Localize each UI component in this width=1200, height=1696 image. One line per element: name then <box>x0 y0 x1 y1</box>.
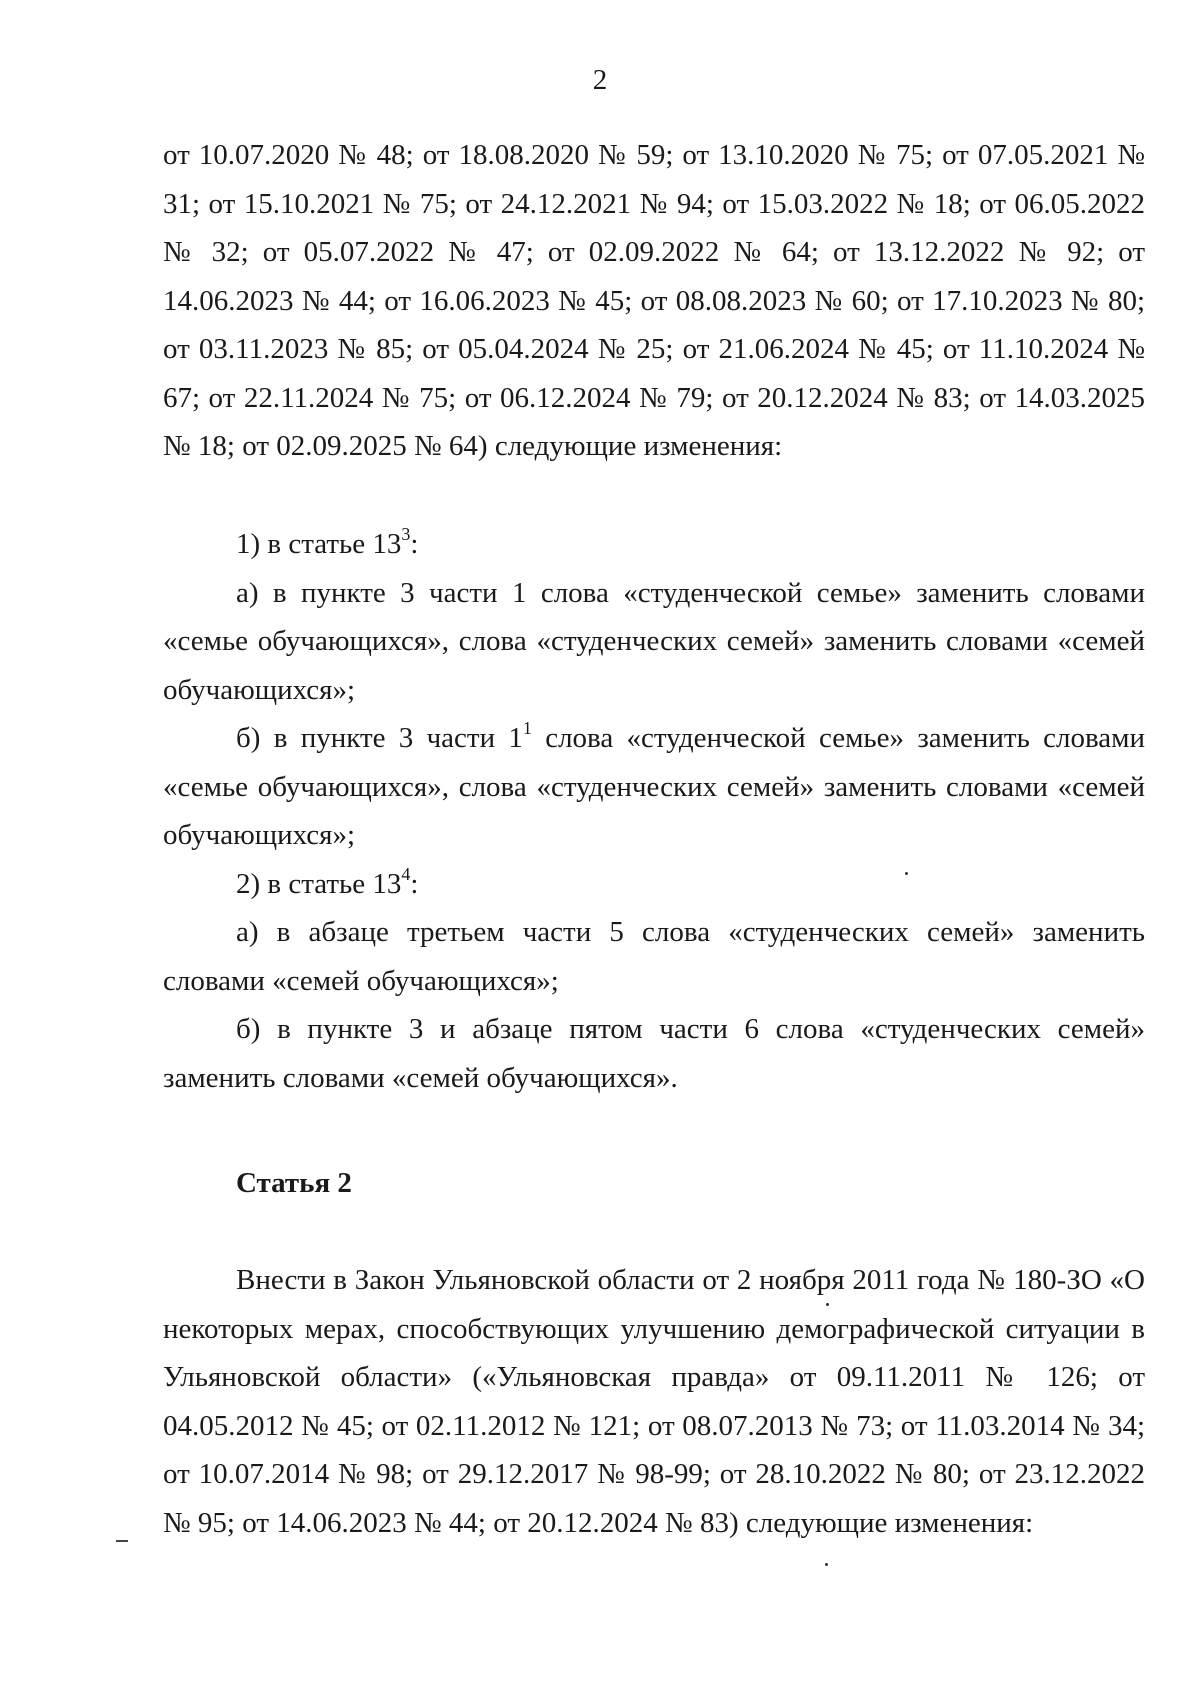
item-1-prefix: 1) в статье 13 <box>236 528 402 560</box>
item-1a: а) в пункте 3 части 1 слова «студенческой семье» заменить словами «семье обучающихся», слова «студенческих семей» заменить словами «семей обучающихся»; <box>163 576 1145 706</box>
item-1b-sup: 1 <box>522 718 532 739</box>
article-2-heading: Статья 2 <box>236 1167 352 1199</box>
item-1b <box>163 714 1145 860</box>
item-2a: а) в абзаце третьем части 5 слова «студенческих семей» заменить словами «семей обучающихся»; <box>163 916 1145 997</box>
item-2-prefix: 2) в статье 13 <box>236 867 402 900</box>
item-1 <box>163 520 1145 569</box>
article-2-body-block <box>163 1256 1145 1547</box>
scan-speck <box>905 872 908 875</box>
article1-items <box>163 520 1145 1102</box>
item-2b: б) в пункте 3 и абзаце пятом части 6 слова «студенческих семей» заменить словами «семей обучающихся». <box>163 1013 1145 1094</box>
scan-speck <box>826 1303 829 1306</box>
intro-paragraph: от 10.07.2020 № 48; от 18.08.2020 № 59; от 13.10.2020 № 75; от 07.05.2021 № 31; от 15.10.2021 № 75; от 24.12.2021 № 94; от 15.03.2022 № 18; от 06.05.2022 № 32; от 05.07.2022 № 47; от 02.09.2022 № 64; от 13.12.2022 № 92; от 14.06.2023 № 44; от 16.06.2023 № 45; от 08.08.2023 № 60; от 17.10.2023 № 80; от 03.11.2023 № 85; от 05.04.2024 № 25; от 21.06.2024 № 45; от 11.10.2024 № 67; от 22.11.2024 № 75; от 06.12.2024 № 79; от 20.12.2024 № 83; от 14.03.2025 № 18; от 02.09.2025 № 64) следующие изменения: <box>163 139 1145 462</box>
item-2-suffix: : <box>410 867 419 900</box>
item-1-sup: 3 <box>401 524 411 545</box>
item-1-suffix: : <box>410 528 419 560</box>
page-number: 2 <box>592 64 608 96</box>
scan-dash-mark <box>116 1540 128 1542</box>
scan-speck <box>825 1563 828 1566</box>
item-2 <box>163 860 1145 909</box>
article-2-body: Внести в Закон Ульяновской области от 2 ноября 2011 года № 180-ЗО «О некоторых мерах, способствующих улучшению демографической ситуации в Ульяновской области» («Ульяновская правда» от 09.11.2011 № 126; от 04.05.2012 № 45; от 02.11.2012 № 121; от 08.07.2013 № 73; от 11.03.2014 № 34; от 10.07.2014 № 98; от 29.12.2017 № 98-99; от 28.10.2022 № 80; от 23.12.2022 № 95; от 14.06.2023 № 44; от 20.12.2024 № 83) следующие изменения: <box>163 1264 1145 1539</box>
item-1b-prefix: б) в пункте 3 части 1 <box>236 722 523 754</box>
item-1b-suffix: слова «студенческой семье» заменить словами «семье обучающихся», слова «студенческих семей» заменить словами «семей обучающихся»; <box>163 722 1146 851</box>
item-2-sup: 4 <box>401 863 411 884</box>
intro-block <box>163 131 1145 471</box>
